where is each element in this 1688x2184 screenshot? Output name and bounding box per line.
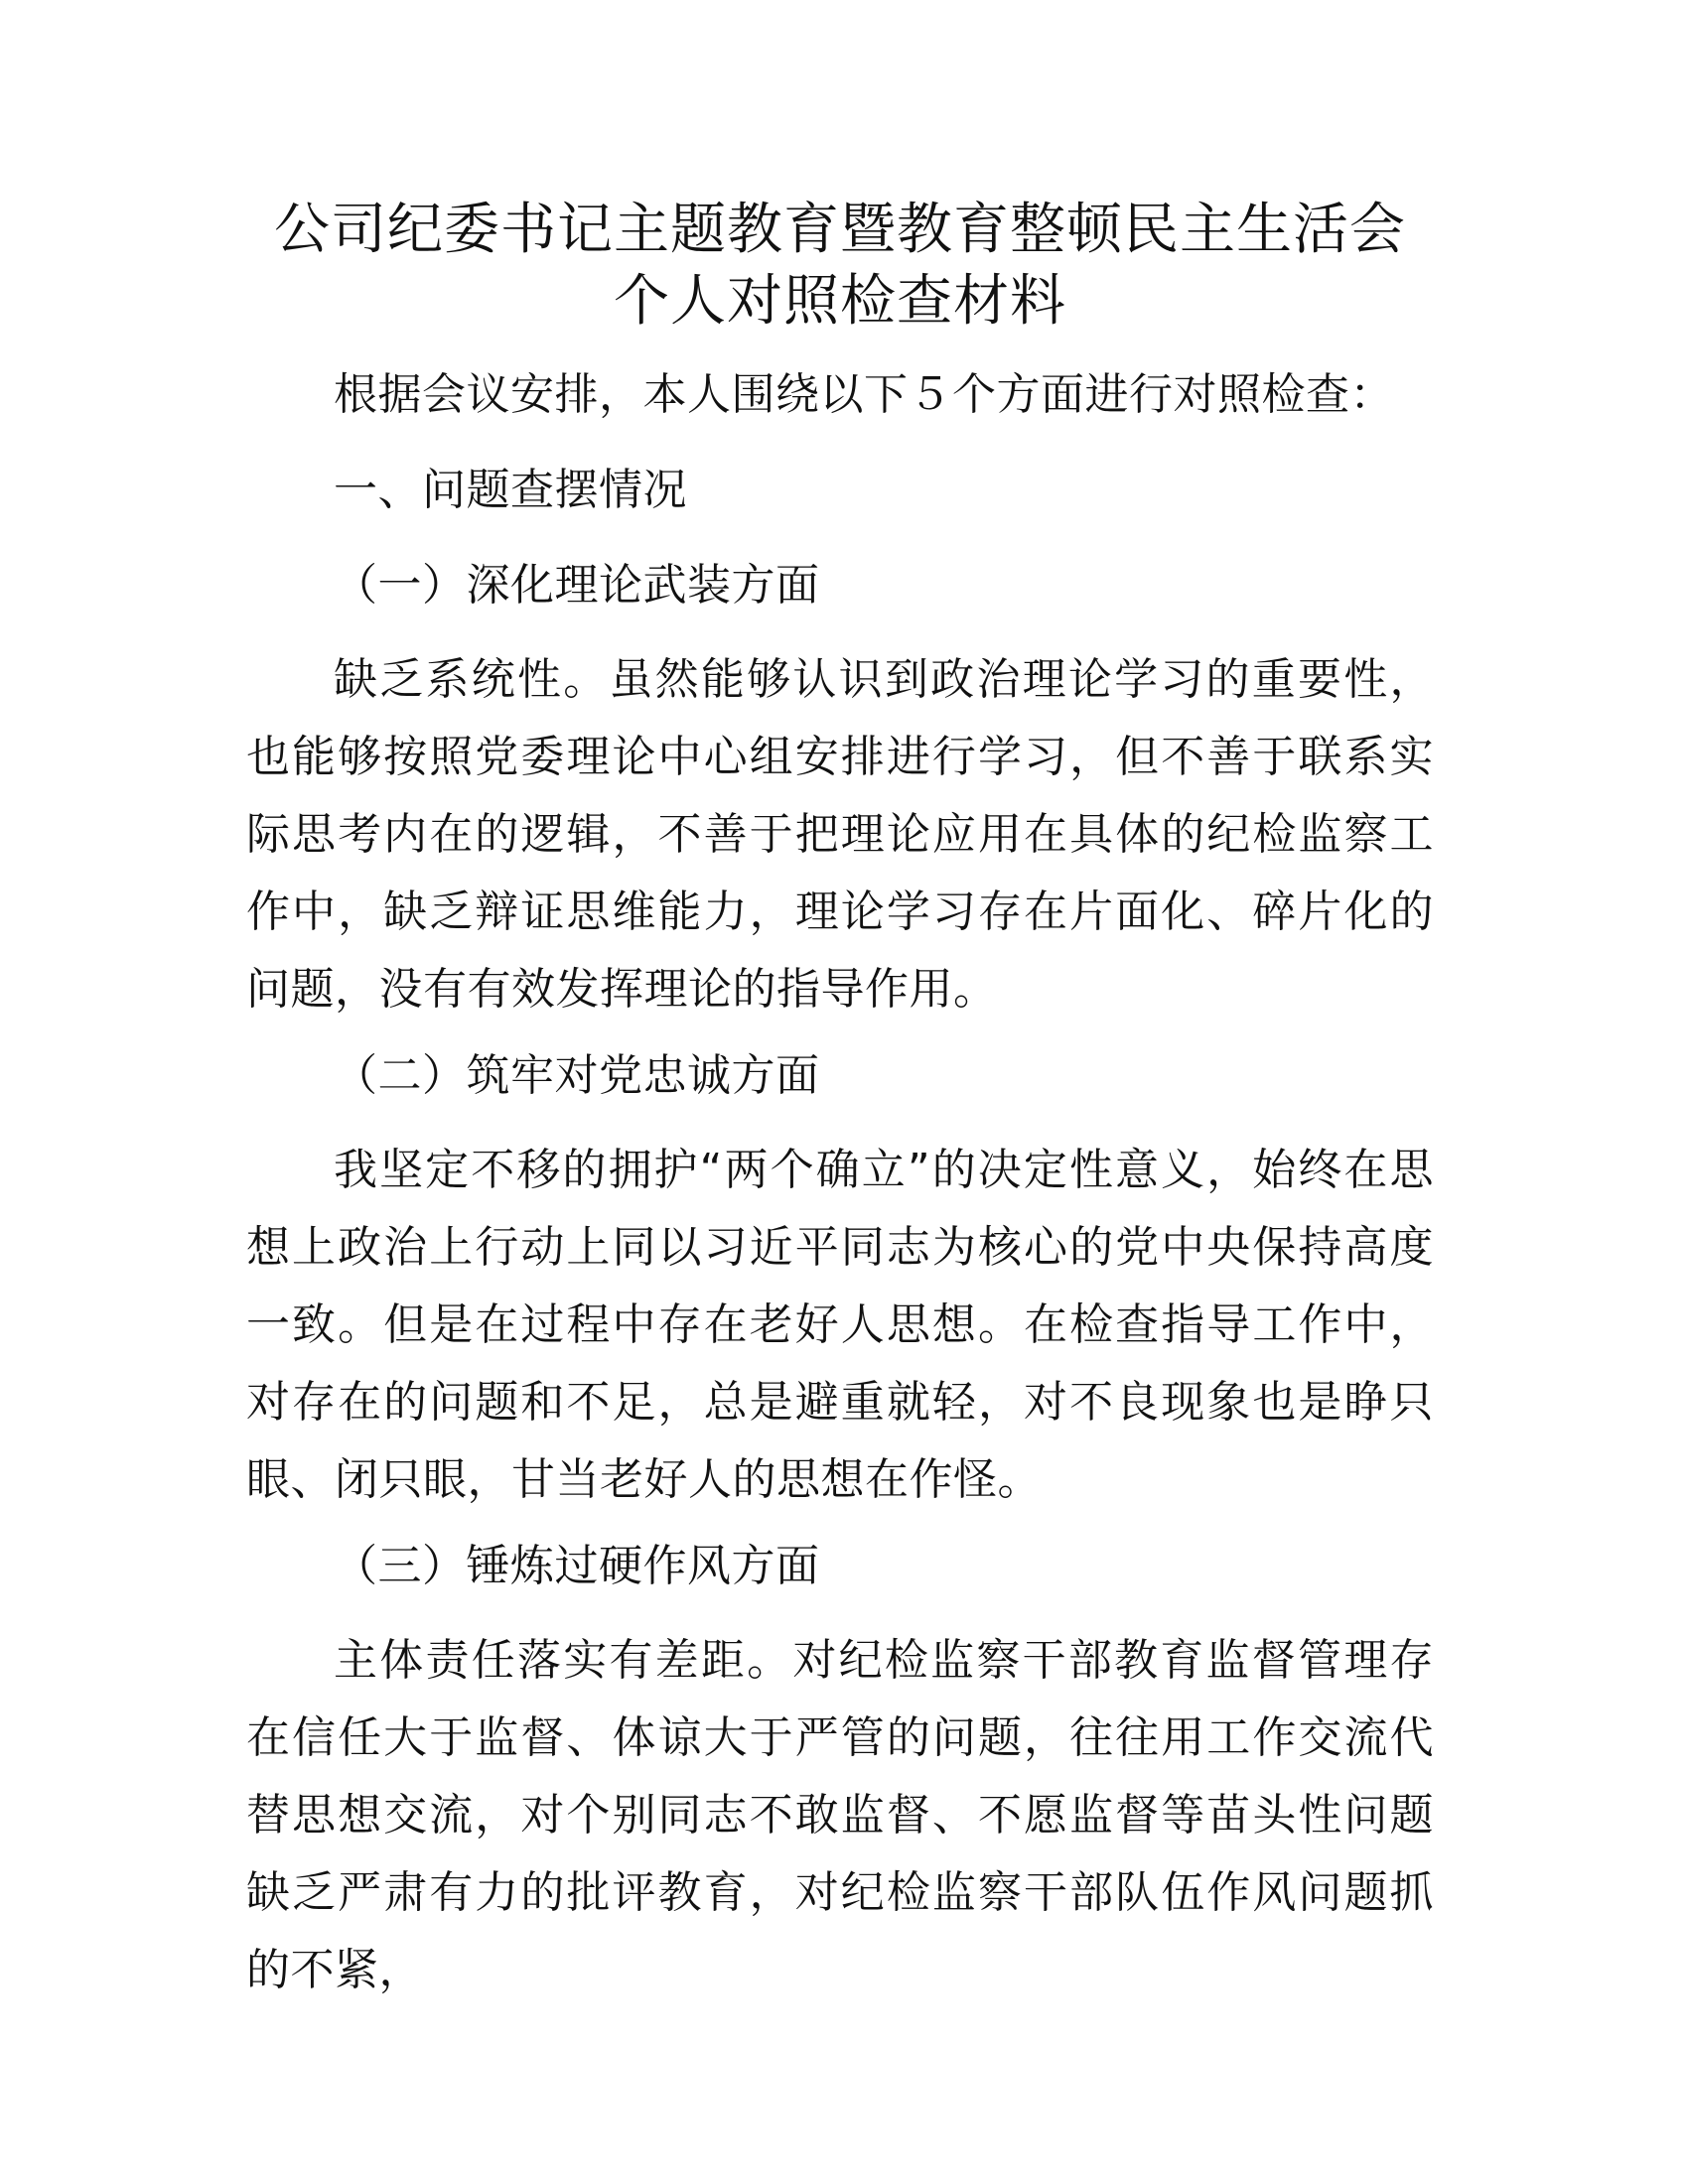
body-paragraph-2: 我坚定不移的拥护“两个确立”的决定性意义，始终在思想上政治上行动上同以习近平同志为核心的党中央保持高度一致。但是在过程中存在老好人思想。在检查指导工作中，对存在的问题和不足，总是避重就轻，对不良现象也是睁只眼、闭只眼，甘当老好人的思想在作怪。 [246, 1145, 1434, 1505]
intro-paragraph: 根据会议安排，本人围绕以下５个方面进行对照检查： [334, 369, 1394, 420]
body-paragraph-3: 主体责任落实有差距。对纪检监察干部教育监督管理存在信任大于监督、体谅大于严管的问题，往往用工作交流代替思想交流，对个别同志不敢监督、不愿监督等苗头性问题缺乏严肃有力的批评教育，对纪检监察干部队伍作风问题抓的不紧， [246, 1635, 1434, 1995]
sub-heading-2: （二）筑牢对党忠诚方面 [334, 1050, 820, 1101]
sub-heading-3: （三）锤炼过硬作风方面 [334, 1541, 820, 1591]
document-content [246, 195, 1434, 2009]
title-line-2: 个人对照检查材料 [614, 269, 1066, 334]
sub-heading-1: （一）深化理论武装方面 [334, 560, 820, 611]
title-block [246, 195, 1434, 338]
title-line-1: 公司纪委书记主题教育暨教育整顿民主生活会 [274, 198, 1406, 262]
section-heading-1: 一、问题查摆情况 [334, 465, 687, 515]
body-paragraph-1: 缺乏系统性。虽然能够认识到政治理论学习的重要性，也能够按照党委理论中心组安排进行学习，但不善于联系实际思考内在的逻辑，不善于把理论应用在具体的纪检监察工作中，缺乏辩证思维能力，理论学习存在片面化、碎片化的问题，没有有效发挥理论的指导作用。 [246, 654, 1434, 1015]
document-title [246, 195, 1434, 338]
